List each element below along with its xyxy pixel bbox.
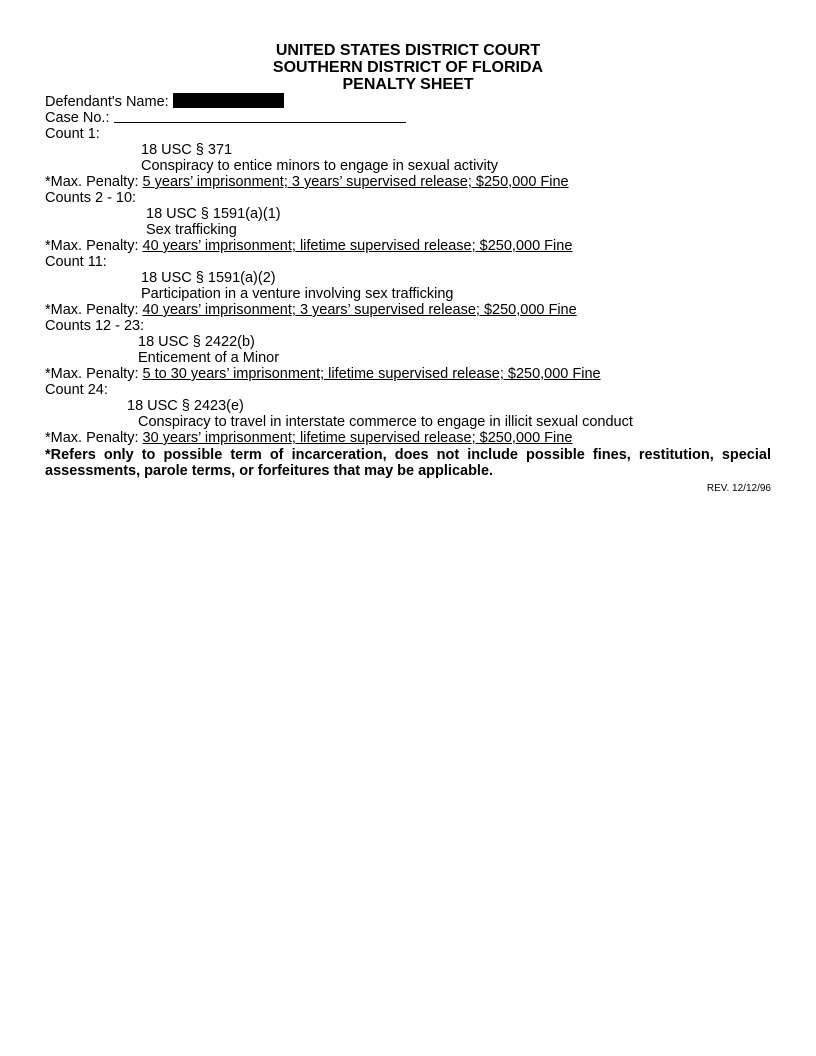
court-name: UNITED STATES DISTRICT COURT: [275, 42, 541, 59]
count-statute: 18 USC § 2423(e): [127, 398, 244, 414]
max-penalty-row: [45, 238, 771, 254]
revision-date: REV. 12/12/96: [706, 483, 771, 494]
count-label: Counts 12 - 23:: [45, 318, 145, 334]
count-statute: 18 USC § 371: [141, 142, 233, 158]
count-description: Conspiracy to entice minors to engage in sexual activity: [141, 158, 499, 174]
case-number-blank-line: [114, 110, 406, 123]
document-title: PENALTY SHEET: [342, 76, 474, 93]
count-label: Count 1:: [45, 126, 100, 142]
penalty-sheet-page: [45, 42, 771, 495]
count-description: Participation in a venture involving sex trafficking: [141, 286, 454, 302]
document-header: [45, 42, 771, 93]
max-penalty-label: *Max. Penalty:: [45, 238, 139, 254]
max-penalty-value: 5 to 30 years’ imprisonment; lifetime supervised release; $250,000 Fine: [142, 366, 601, 382]
count-statute: 18 USC § 1591(a)(1): [146, 206, 281, 222]
count-statute: 18 USC § 2422(b): [138, 334, 255, 350]
count-block: [45, 318, 771, 382]
defendant-name-label: Defendant's Name:: [45, 94, 169, 110]
count-label: Counts 2 - 10:: [45, 190, 137, 206]
count-statute: 18 USC § 1591(a)(2): [141, 270, 276, 286]
max-penalty-value: 40 years’ imprisonment; 3 years’ supervised release; $250,000 Fine: [142, 302, 577, 318]
incarceration-footnote: *Refers only to possible term of incarceration, does not include possible fines, restitution, special assessments, parole terms, or forfeitures that may be applicable.: [45, 447, 771, 479]
case-number-label: Case No.:: [45, 110, 110, 126]
defendant-name-row: [45, 93, 771, 110]
max-penalty-row: [45, 430, 771, 446]
max-penalty-row: [45, 302, 771, 318]
district-name: SOUTHERN DISTRICT OF FLORIDA: [272, 59, 544, 76]
max-penalty-label: *Max. Penalty:: [45, 302, 139, 318]
max-penalty-row: [45, 366, 771, 382]
case-number-row: [45, 110, 771, 126]
count-block: [45, 190, 771, 254]
count-description: Enticement of a Minor: [138, 350, 280, 366]
count-description: Sex trafficking: [146, 222, 237, 238]
max-penalty-value: 5 years’ imprisonment; 3 years’ supervised release; $250,000 Fine: [142, 174, 569, 190]
max-penalty-row: [45, 174, 771, 190]
count-label: Count 11:: [45, 254, 107, 270]
max-penalty-value: 40 years’ imprisonment; lifetime supervised release; $250,000 Fine: [142, 238, 573, 254]
count-description: Conspiracy to travel in interstate commerce to engage in illicit sexual conduct: [138, 414, 633, 430]
count-label: Count 24:: [45, 382, 108, 398]
max-penalty-label: *Max. Penalty:: [45, 174, 139, 190]
count-block: [45, 126, 771, 190]
count-block: [45, 382, 771, 446]
redacted-defendant-name: [173, 93, 284, 108]
max-penalty-label: *Max. Penalty:: [45, 430, 139, 446]
max-penalty-value: 30 years’ imprisonment; lifetime supervised release; $250,000 Fine: [142, 430, 573, 446]
count-block: [45, 254, 771, 318]
max-penalty-label: *Max. Penalty:: [45, 366, 139, 382]
